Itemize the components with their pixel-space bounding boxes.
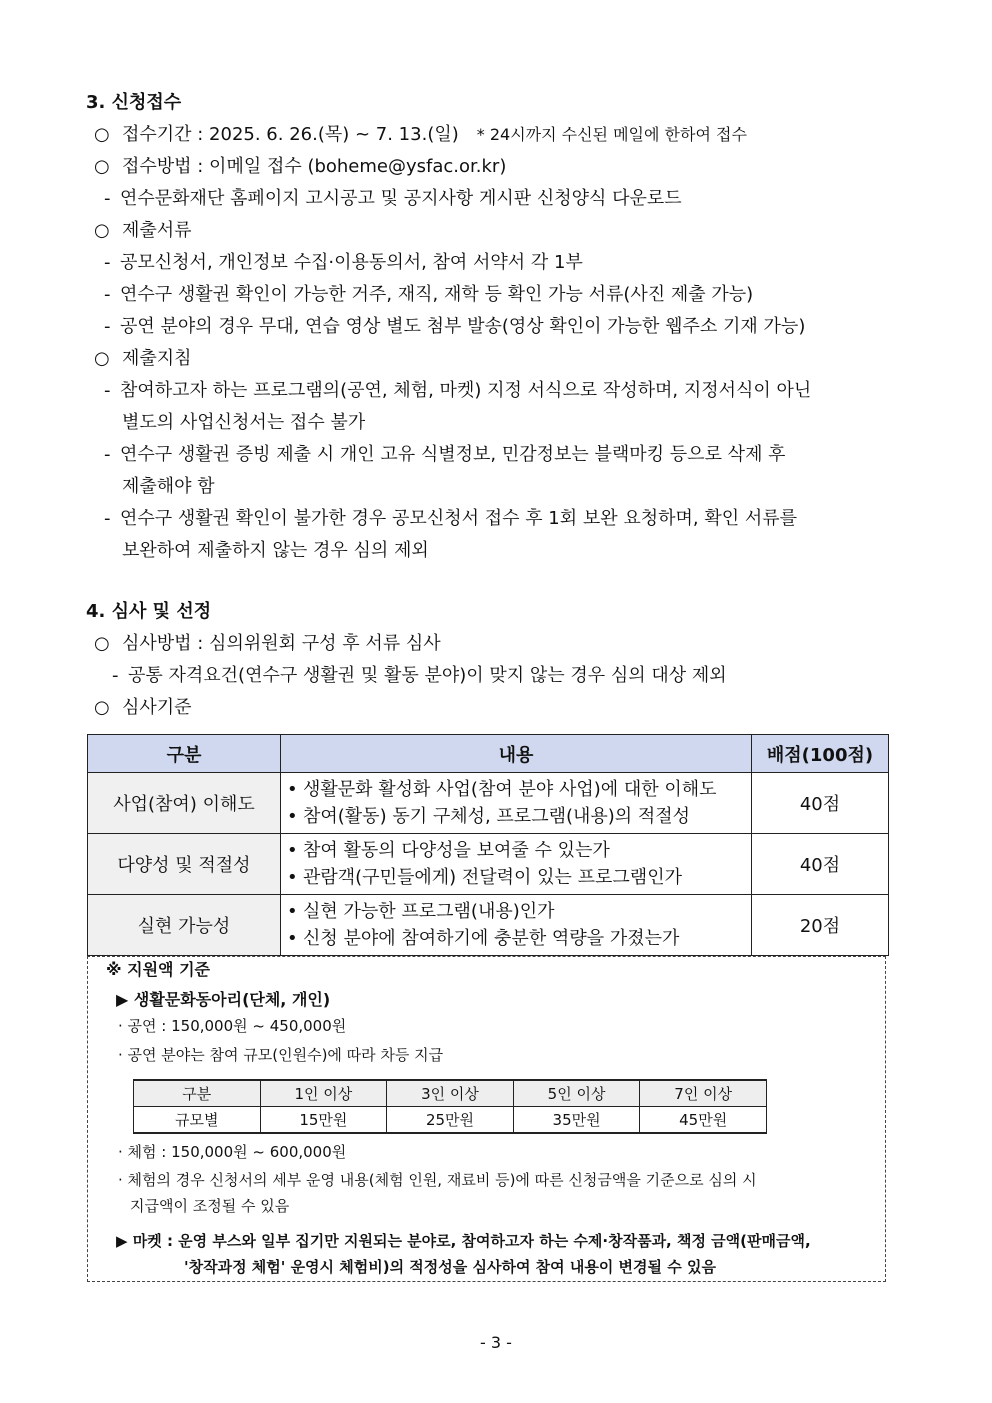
criteria-label: 심사기준 — [122, 697, 192, 718]
criteria-item-text: 실현 가능한 프로그램(내용)인가 — [303, 901, 555, 922]
method-sub-text: 연수문화재단 홈페이지 고시공고 및 공지사항 게시판 신청양식 다운로드 — [120, 188, 682, 209]
section3-title: 3. 신청접수 — [86, 92, 182, 113]
guide-line-2b: 제출해야 함 — [122, 476, 215, 497]
guide-line-3b: 보완하여 제출하지 않는 경우 심의 제외 — [122, 540, 429, 561]
criteria-category: 사업(참여) 이해도 — [88, 773, 281, 834]
scale-table — [133, 1079, 767, 1134]
criteria-item-text: 생활문화 활성화 사업(참여 분야 사업)에 대한 이해도 — [303, 779, 717, 800]
review-method-label: 심사방법 : 심의위원회 구성 후 서류 심사 — [122, 633, 441, 654]
scale-header-cell: 5인 이상 — [513, 1080, 640, 1107]
period-item — [94, 123, 747, 147]
guide-line-2a: - 연수구 생활권 증빙 제출 시 개인 고유 식별정보, 민감정보는 블랙마킹 등으로 삭제 후 — [104, 444, 786, 465]
criteria-header-category: 구분 — [88, 735, 281, 773]
scale-cell: 35만원 — [513, 1107, 640, 1134]
dot-bullet-icon: • — [287, 779, 298, 800]
doc-text: 공모신청서, 개인정보 수집·이용동의서, 참여 서약서 각 1부 — [120, 252, 583, 273]
doc-text: 연수구 생활권 확인이 가능한 거주, 재직, 재학 등 확인 가능 서류(사진 제출 가능) — [120, 284, 754, 305]
circle-bullet-icon: ○ — [94, 348, 110, 369]
dot-bullet-icon: • — [287, 806, 298, 827]
market-note-1: ▶ 마켓 : 운영 부스와 일부 집기만 지원되는 분야로, 참여하고자 하는 수제·창작품과, 책정 금액(판매금액, — [116, 1232, 811, 1250]
table-row — [88, 773, 889, 834]
dot-bullet-icon: • — [287, 928, 298, 949]
doc-text: 공연 분야의 경우 무대, 연습 영상 별도 첨부 발송(영상 확인이 가능한 웹주소 기재 가능) — [120, 316, 806, 337]
guide-text: 연수구 생활권 증빙 제출 시 개인 고유 식별정보, 민감정보는 블랙마킹 등으로 삭제 후 — [120, 444, 786, 465]
criteria-score: 40점 — [752, 773, 889, 834]
perf-note: · 공연 분야는 참여 규모(인원수)에 따라 차등 지급 — [118, 1046, 444, 1064]
docs-item — [94, 219, 192, 243]
circle-bullet-icon: ○ — [94, 124, 110, 145]
guide-text: 연수구 생활권 확인이 불가한 경우 공모신청서 접수 후 1회 보완 요청하며, 확인 서류를 — [120, 508, 798, 529]
criteria-content — [281, 834, 752, 895]
page-number: - 3 - — [480, 1333, 512, 1352]
method-label: 접수방법 : 이메일 접수 (boheme@ysfac.or.kr) — [122, 156, 507, 177]
criteria-header-score: 배점(100점) — [752, 735, 889, 773]
criteria-category: 실현 가능성 — [88, 895, 281, 956]
scale-cell: 규모별 — [134, 1107, 261, 1134]
doc-line-3: - 공연 분야의 경우 무대, 연습 영상 별도 첨부 발송(영상 확인이 가능한 웹주소 기재 가능) — [104, 316, 806, 337]
criteria-item-text: 신청 분야에 참여하기에 충분한 역량을 가졌는가 — [303, 928, 680, 949]
guide-line-3a: - 연수구 생활권 확인이 불가한 경우 공모신청서 접수 후 1회 보완 요청하며, 확인 서류를 — [104, 508, 798, 529]
table-row — [88, 834, 889, 895]
criteria-item-text: 관람객(구민들에게) 전달력이 있는 프로그램인가 — [303, 867, 682, 888]
scale-header-cell: 구분 — [134, 1080, 261, 1107]
doc-line-2: - 연수구 생활권 확인이 가능한 거주, 재직, 재학 등 확인 가능 서류(사진 제출 가능) — [104, 284, 754, 305]
support-title: ※ 지원액 기준 — [106, 960, 210, 979]
criteria-item — [94, 696, 192, 720]
guide-item — [94, 347, 192, 371]
period-note: * 24시까지 수신된 메일에 한하여 접수 — [476, 125, 747, 144]
doc-line-1: - 공모신청서, 개인정보 수집·이용동의서, 참여 서약서 각 1부 — [104, 252, 583, 273]
perf-amount: · 공연 : 150,000원 ~ 450,000원 — [118, 1017, 347, 1035]
criteria-content — [281, 895, 752, 956]
criteria-item-text: 참여(활동) 동기 구체성, 프로그램(내용)의 적절성 — [303, 806, 691, 827]
scale-header-cell: 7인 이상 — [640, 1080, 767, 1107]
guide-label: 제출지침 — [122, 348, 192, 369]
section4-title: 4. 심사 및 선정 — [86, 601, 212, 622]
circle-bullet-icon: ○ — [94, 633, 110, 654]
criteria-header-content: 내용 — [281, 735, 752, 773]
table-row — [88, 895, 889, 956]
scale-cell: 45만원 — [640, 1107, 767, 1134]
review-method-item — [94, 632, 441, 656]
scale-cell: 15만원 — [260, 1107, 387, 1134]
dot-bullet-icon: • — [287, 901, 298, 922]
criteria-score: 20점 — [752, 895, 889, 956]
criteria-table — [87, 734, 889, 956]
market-note-2: '창작과정 체험' 운영시 체험비)의 적정성을 심사하여 참여 내용이 변경될 수 있음 — [184, 1258, 716, 1276]
dot-bullet-icon: • — [287, 840, 298, 861]
period-label: 접수기간 : 2025. 6. 26.(목) ~ 7. 13.(일) — [122, 124, 459, 145]
review-method-sub-text: 공통 자격요건(연수구 생활권 및 활동 분야)이 맞지 않는 경우 심의 대상 제외 — [128, 665, 727, 686]
criteria-content — [281, 773, 752, 834]
method-sub: - 연수문화재단 홈페이지 고시공고 및 공지사항 게시판 신청양식 다운로드 — [104, 188, 682, 209]
guide-line-1a: - 참여하고자 하는 프로그램의(공연, 체험, 마켓) 지정 서식으로 작성하며, 지정서식이 아닌 — [104, 380, 812, 401]
guide-line-1b: 별도의 사업신청서는 접수 불가 — [122, 412, 366, 433]
table-row — [134, 1107, 767, 1134]
dot-bullet-icon: • — [287, 867, 298, 888]
circle-bullet-icon: ○ — [94, 697, 110, 718]
criteria-header-row — [88, 735, 889, 773]
method-item — [94, 155, 506, 179]
circle-bullet-icon: ○ — [94, 156, 110, 177]
criteria-score: 40점 — [752, 834, 889, 895]
exp-amount: · 체험 : 150,000원 ~ 600,000원 — [118, 1143, 347, 1161]
criteria-item-text: 참여 활동의 다양성을 보여줄 수 있는가 — [303, 840, 610, 861]
scale-header-cell: 3인 이상 — [387, 1080, 514, 1107]
circle-bullet-icon: ○ — [94, 220, 110, 241]
scale-header-cell: 1인 이상 — [260, 1080, 387, 1107]
club-label: ▶ 생활문화동아리(단체, 개인) — [116, 990, 331, 1009]
guide-text: 참여하고자 하는 프로그램의(공연, 체험, 마켓) 지정 서식으로 작성하며, 지정서식이 아닌 — [120, 380, 812, 401]
scale-header-row — [134, 1080, 767, 1107]
docs-label: 제출서류 — [122, 220, 192, 241]
criteria-category: 다양성 및 적절성 — [88, 834, 281, 895]
scale-cell: 25만원 — [387, 1107, 514, 1134]
exp-note-2: 지급액이 조정될 수 있음 — [130, 1197, 290, 1215]
exp-note-1: · 체험의 경우 신청서의 세부 운영 내용(체험 인원, 재료비 등)에 따른 신청금액을 기준으로 심의 시 — [118, 1171, 757, 1189]
review-method-sub: - 공통 자격요건(연수구 생활권 및 활동 분야)이 맞지 않는 경우 심의 대상 제외 — [112, 665, 727, 686]
